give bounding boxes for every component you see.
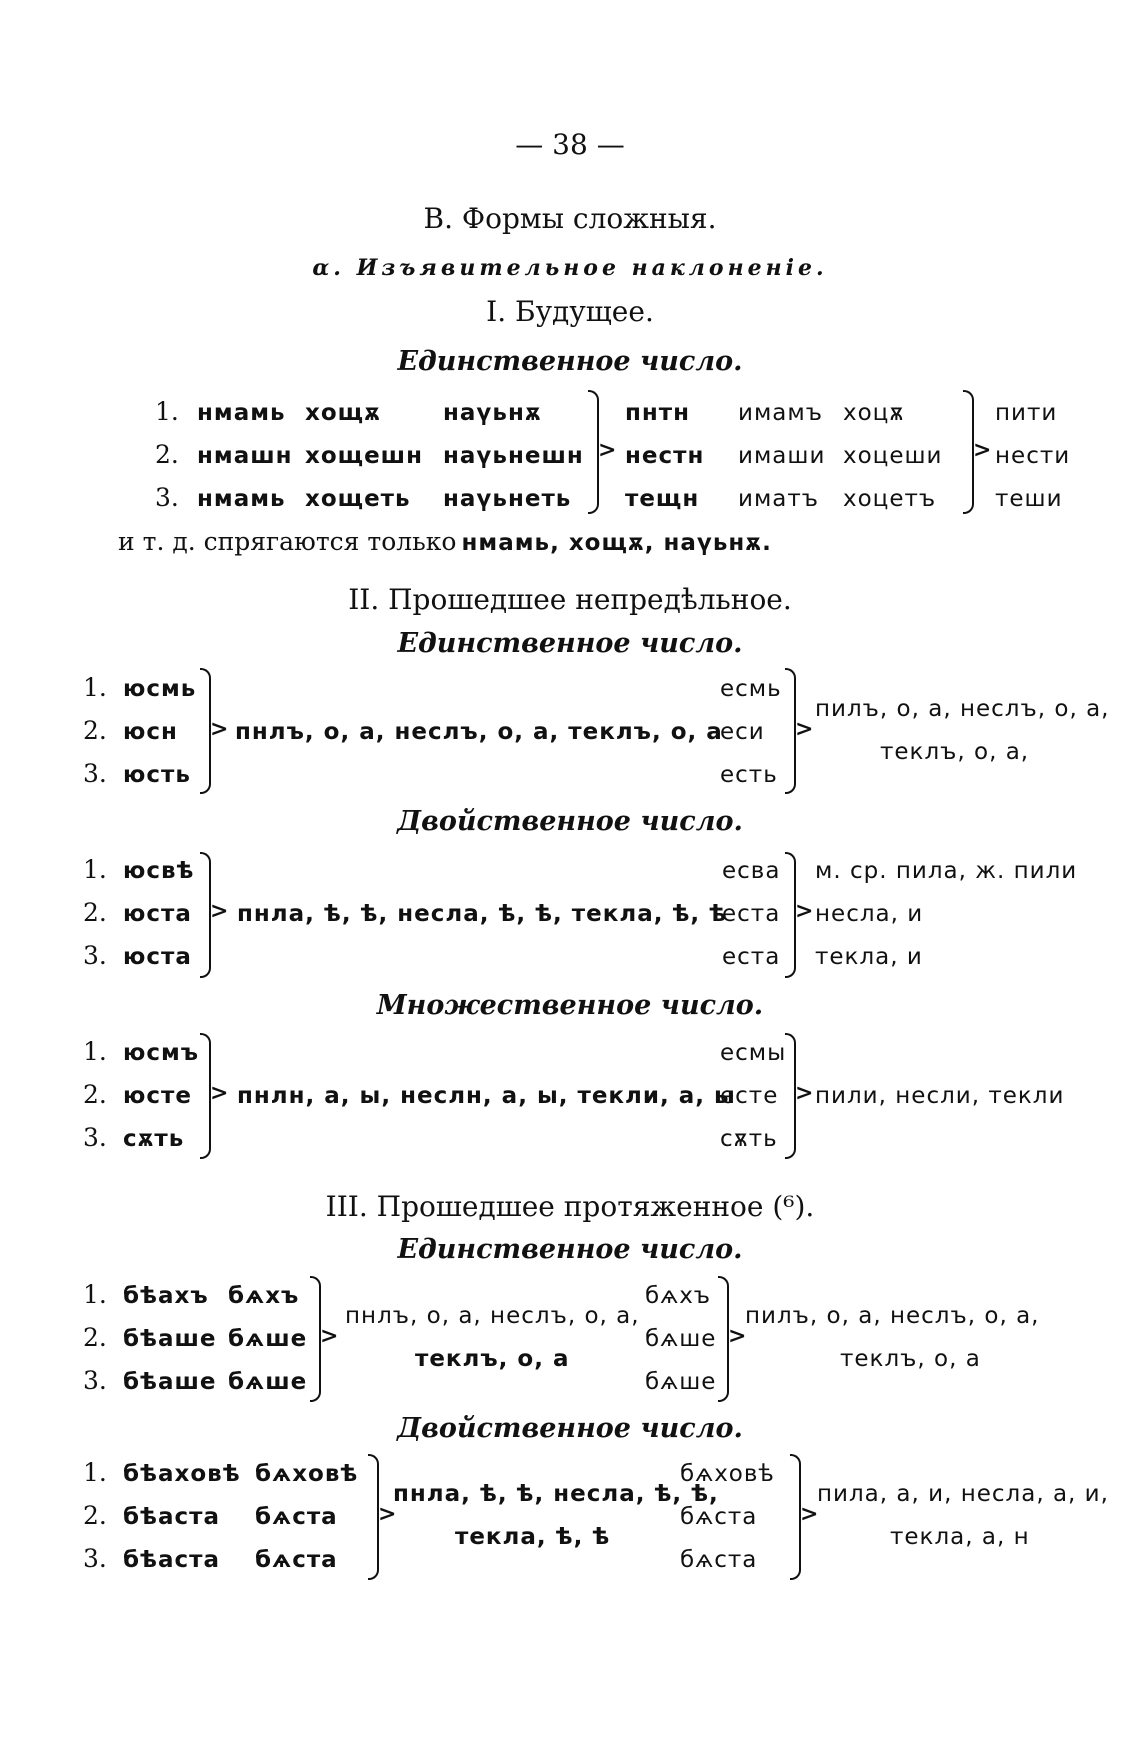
singular-title: Единственное число. — [397, 628, 743, 659]
participles: пнлн, а, ы, неслн, а, ы, текли, а, ы — [237, 1083, 736, 1109]
aux-cell: бѣаше — [123, 1326, 217, 1352]
aux-cell: бѧста — [680, 1504, 758, 1530]
participles: пнлъ, о, а, неслъ, о, а, — [345, 1303, 640, 1329]
row-number: 2. — [83, 1323, 107, 1352]
participles: пнла, ѣ, ѣ, несла, ѣ, ѣ, текла, ѣ, ѣ — [237, 901, 728, 927]
aux-cell: юсте — [123, 1083, 192, 1109]
participles: пнлъ, о, а, неслъ, о, а, теклъ, о, а — [235, 719, 723, 745]
future-note — [118, 527, 772, 556]
participles: текла, ѣ, ѣ — [455, 1524, 611, 1550]
aux-cell: юсть — [123, 762, 191, 788]
brace-tip: > — [795, 898, 814, 924]
future-cell: наүьнеть — [443, 486, 572, 512]
section-title: В. Формы сложныя. — [423, 202, 717, 235]
row-number: 2. — [83, 716, 107, 745]
future-cell: хоцѫ — [843, 400, 905, 426]
aux-cell: бѧста — [255, 1547, 338, 1573]
aux-cell: есмы — [720, 1040, 787, 1066]
brace-tip: > — [320, 1323, 339, 1349]
right-text: пили, несли, текли — [815, 1083, 1065, 1109]
row-number: 2. — [155, 440, 179, 469]
aux-cell: бѧховѣ — [680, 1461, 775, 1487]
plural-title: Множественное число. — [376, 990, 764, 1021]
brace-tip: > — [210, 1080, 229, 1106]
right-text: текла, а, н — [890, 1524, 1030, 1550]
aux-cell: бѧста — [255, 1504, 338, 1530]
future-cell: пити — [995, 400, 1058, 426]
future-cell: хоцеши — [843, 443, 943, 469]
right-text: пилъ, о, а, неслъ, о, а, — [815, 696, 1110, 722]
aux-cell: бѧше — [228, 1326, 308, 1352]
note-words: нмамь, хощѫ, наүьнѫ. — [461, 530, 772, 556]
aux-cell: бѧховѣ — [255, 1461, 359, 1487]
mood-title: α. Изъявительное наклоненіе. — [312, 255, 828, 281]
aux-cell: бѧхъ — [228, 1283, 300, 1309]
row-number: 3. — [83, 759, 107, 788]
row-number: 1. — [83, 1458, 107, 1487]
aux-cell: бѣаше — [123, 1369, 217, 1395]
aux-cell: бѧхъ — [645, 1283, 712, 1309]
row-number: 3. — [83, 1366, 107, 1395]
brace-tip: > — [378, 1501, 397, 1527]
aux-cell: юсн — [123, 719, 178, 745]
aux-cell: есть — [720, 762, 778, 788]
future-cell: хощешн — [305, 443, 423, 469]
row-number: 1. — [155, 397, 179, 426]
aux-cell: есмь — [720, 676, 782, 702]
row-number: 2. — [83, 1501, 107, 1530]
brace-tip: > — [210, 716, 229, 742]
brace-tip: > — [598, 437, 617, 463]
aux-cell: бѣаховѣ — [123, 1461, 241, 1487]
future-cell: тещн — [625, 486, 700, 512]
future-cell: нестн — [625, 443, 705, 469]
row-number: 3. — [83, 941, 107, 970]
page-number: — 38 — — [515, 128, 625, 161]
aux-cell: бѧше — [645, 1326, 717, 1352]
aux-cell: бѧста — [680, 1547, 758, 1573]
aux-cell: сѫть — [720, 1126, 778, 1152]
aux-cell: юста — [123, 944, 192, 970]
right-text: теклъ, о, а, — [880, 739, 1030, 765]
aux-cell: сѫть — [123, 1126, 185, 1152]
row-number: 1. — [83, 673, 107, 702]
brace-tip: > — [973, 437, 992, 463]
future-cell: нмамь — [197, 486, 286, 512]
aux-cell: бѣаста — [123, 1547, 220, 1573]
brace-tip: > — [728, 1323, 747, 1349]
aux-cell: еста — [722, 944, 781, 970]
singular-title: Единственное число. — [397, 346, 743, 377]
future-cell: наүьнешн — [443, 443, 584, 469]
aux-cell: бѣаста — [123, 1504, 220, 1530]
brace-tip: > — [800, 1501, 819, 1527]
row-number: 2. — [83, 898, 107, 927]
future-cell: теши — [995, 486, 1063, 512]
aux-cell: юста — [123, 901, 192, 927]
note-prefix: и т. д. спрягаются только — [118, 527, 457, 556]
past-indef-title: II. Прошедшее непредѣльное. — [348, 583, 792, 616]
future-title: I. Будущее. — [486, 295, 654, 328]
brace-tip: > — [795, 716, 814, 742]
brace-tip: > — [210, 898, 229, 924]
future-cell: нести — [995, 443, 1071, 469]
aux-cell: юсвѣ — [123, 858, 195, 884]
row-number: 3. — [155, 483, 179, 512]
row-number: 3. — [83, 1123, 107, 1152]
right-text: текла, и — [815, 944, 923, 970]
aux-cell: юсмъ — [123, 1040, 200, 1066]
right-text: м. ср. пила, ж. пили — [815, 858, 1078, 884]
aux-cell: бѧше — [645, 1369, 717, 1395]
aux-cell: еси — [720, 719, 765, 745]
singular-title: Единственное число. — [397, 1234, 743, 1265]
aux-cell: юсмь — [123, 676, 197, 702]
future-cell: имамъ — [738, 400, 823, 426]
future-cell: хощѫ — [305, 400, 381, 426]
brace-tip: > — [795, 1080, 814, 1106]
future-cell: наүьнѫ — [443, 400, 542, 426]
dual-title: Двойственное число. — [397, 806, 743, 837]
row-number: 1. — [83, 855, 107, 884]
row-number: 2. — [83, 1080, 107, 1109]
right-text: пила, а, и, несла, а, и, — [817, 1481, 1109, 1507]
right-text: теклъ, о, а — [840, 1346, 981, 1372]
future-cell: хощеть — [305, 486, 411, 512]
dual-title: Двойственное число. — [397, 1413, 743, 1444]
future-cell: имаши — [738, 443, 826, 469]
row-number: 3. — [83, 1544, 107, 1573]
aux-cell: бѣахъ — [123, 1283, 209, 1309]
right-text: несла, и — [815, 901, 924, 927]
row-number: 1. — [83, 1037, 107, 1066]
future-cell: иматъ — [738, 486, 820, 512]
future-cell: нмашн — [197, 443, 293, 469]
aux-cell: еста — [722, 901, 781, 927]
participles: теклъ, о, а — [415, 1346, 570, 1372]
aux-cell: есва — [722, 858, 781, 884]
right-text: пилъ, о, а, неслъ, о, а, — [745, 1303, 1040, 1329]
past-prot-title: III. Прошедшее протяженное (⁶). — [325, 1190, 815, 1223]
aux-cell: бѧше — [228, 1369, 308, 1395]
participles: пнла, ѣ, ѣ, несла, ѣ, ѣ, — [393, 1481, 719, 1507]
row-number: 1. — [83, 1280, 107, 1309]
future-cell: хоцетъ — [843, 486, 937, 512]
future-cell: пнтн — [625, 400, 691, 426]
future-cell: нмамь — [197, 400, 286, 426]
aux-cell: есте — [720, 1083, 779, 1109]
